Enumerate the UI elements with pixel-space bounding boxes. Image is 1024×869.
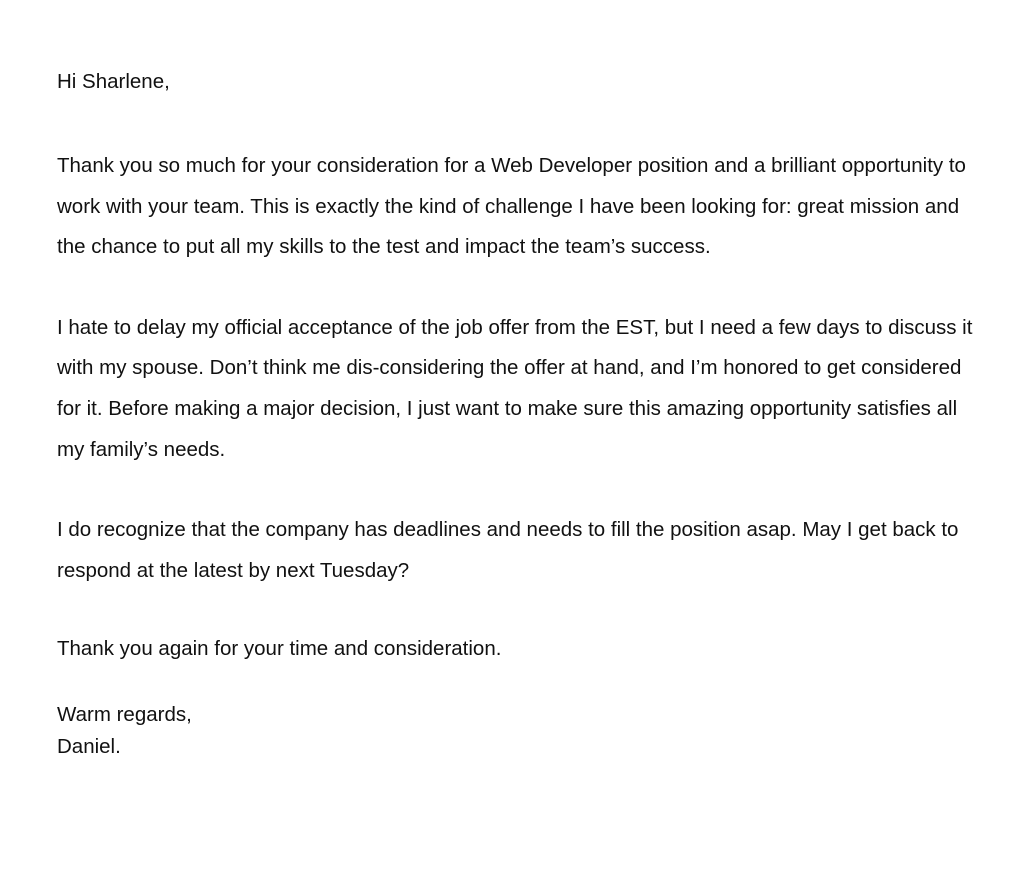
signoff-block xyxy=(57,699,977,763)
thanks-line: Thank you again for your time and consideration. xyxy=(57,637,502,661)
paragraph-thanks-for-consideration: Thank you so much for your consideration for a Web Developer position and a brilliant opportunity to work with your team. This is exactly the kind of challenge I have been looking for: great mission and the chance to put all my skills to the test and impact the team’s success. xyxy=(57,154,966,259)
greeting: Hi Sharlene, xyxy=(57,70,170,93)
paragraph-deadline-request: I do recognize that the company has deadlines and needs to fill the position asap. May I get back to respond at the latest by next Tuesday? xyxy=(57,518,959,582)
letter-body xyxy=(57,68,977,763)
closing-line: Warm regards, xyxy=(57,703,192,727)
signature-name: Daniel. xyxy=(57,735,121,759)
paragraph-delay-acceptance: I hate to delay my official acceptance of the job offer from the EST, but I need a few days to discuss it with my spouse. Don’t think me dis-considering the offer at hand, and I’m honored to get considered for it. Before making a major decision, I just want to make sure this amazing opportunity satisfies all my family’s needs. xyxy=(57,315,973,461)
